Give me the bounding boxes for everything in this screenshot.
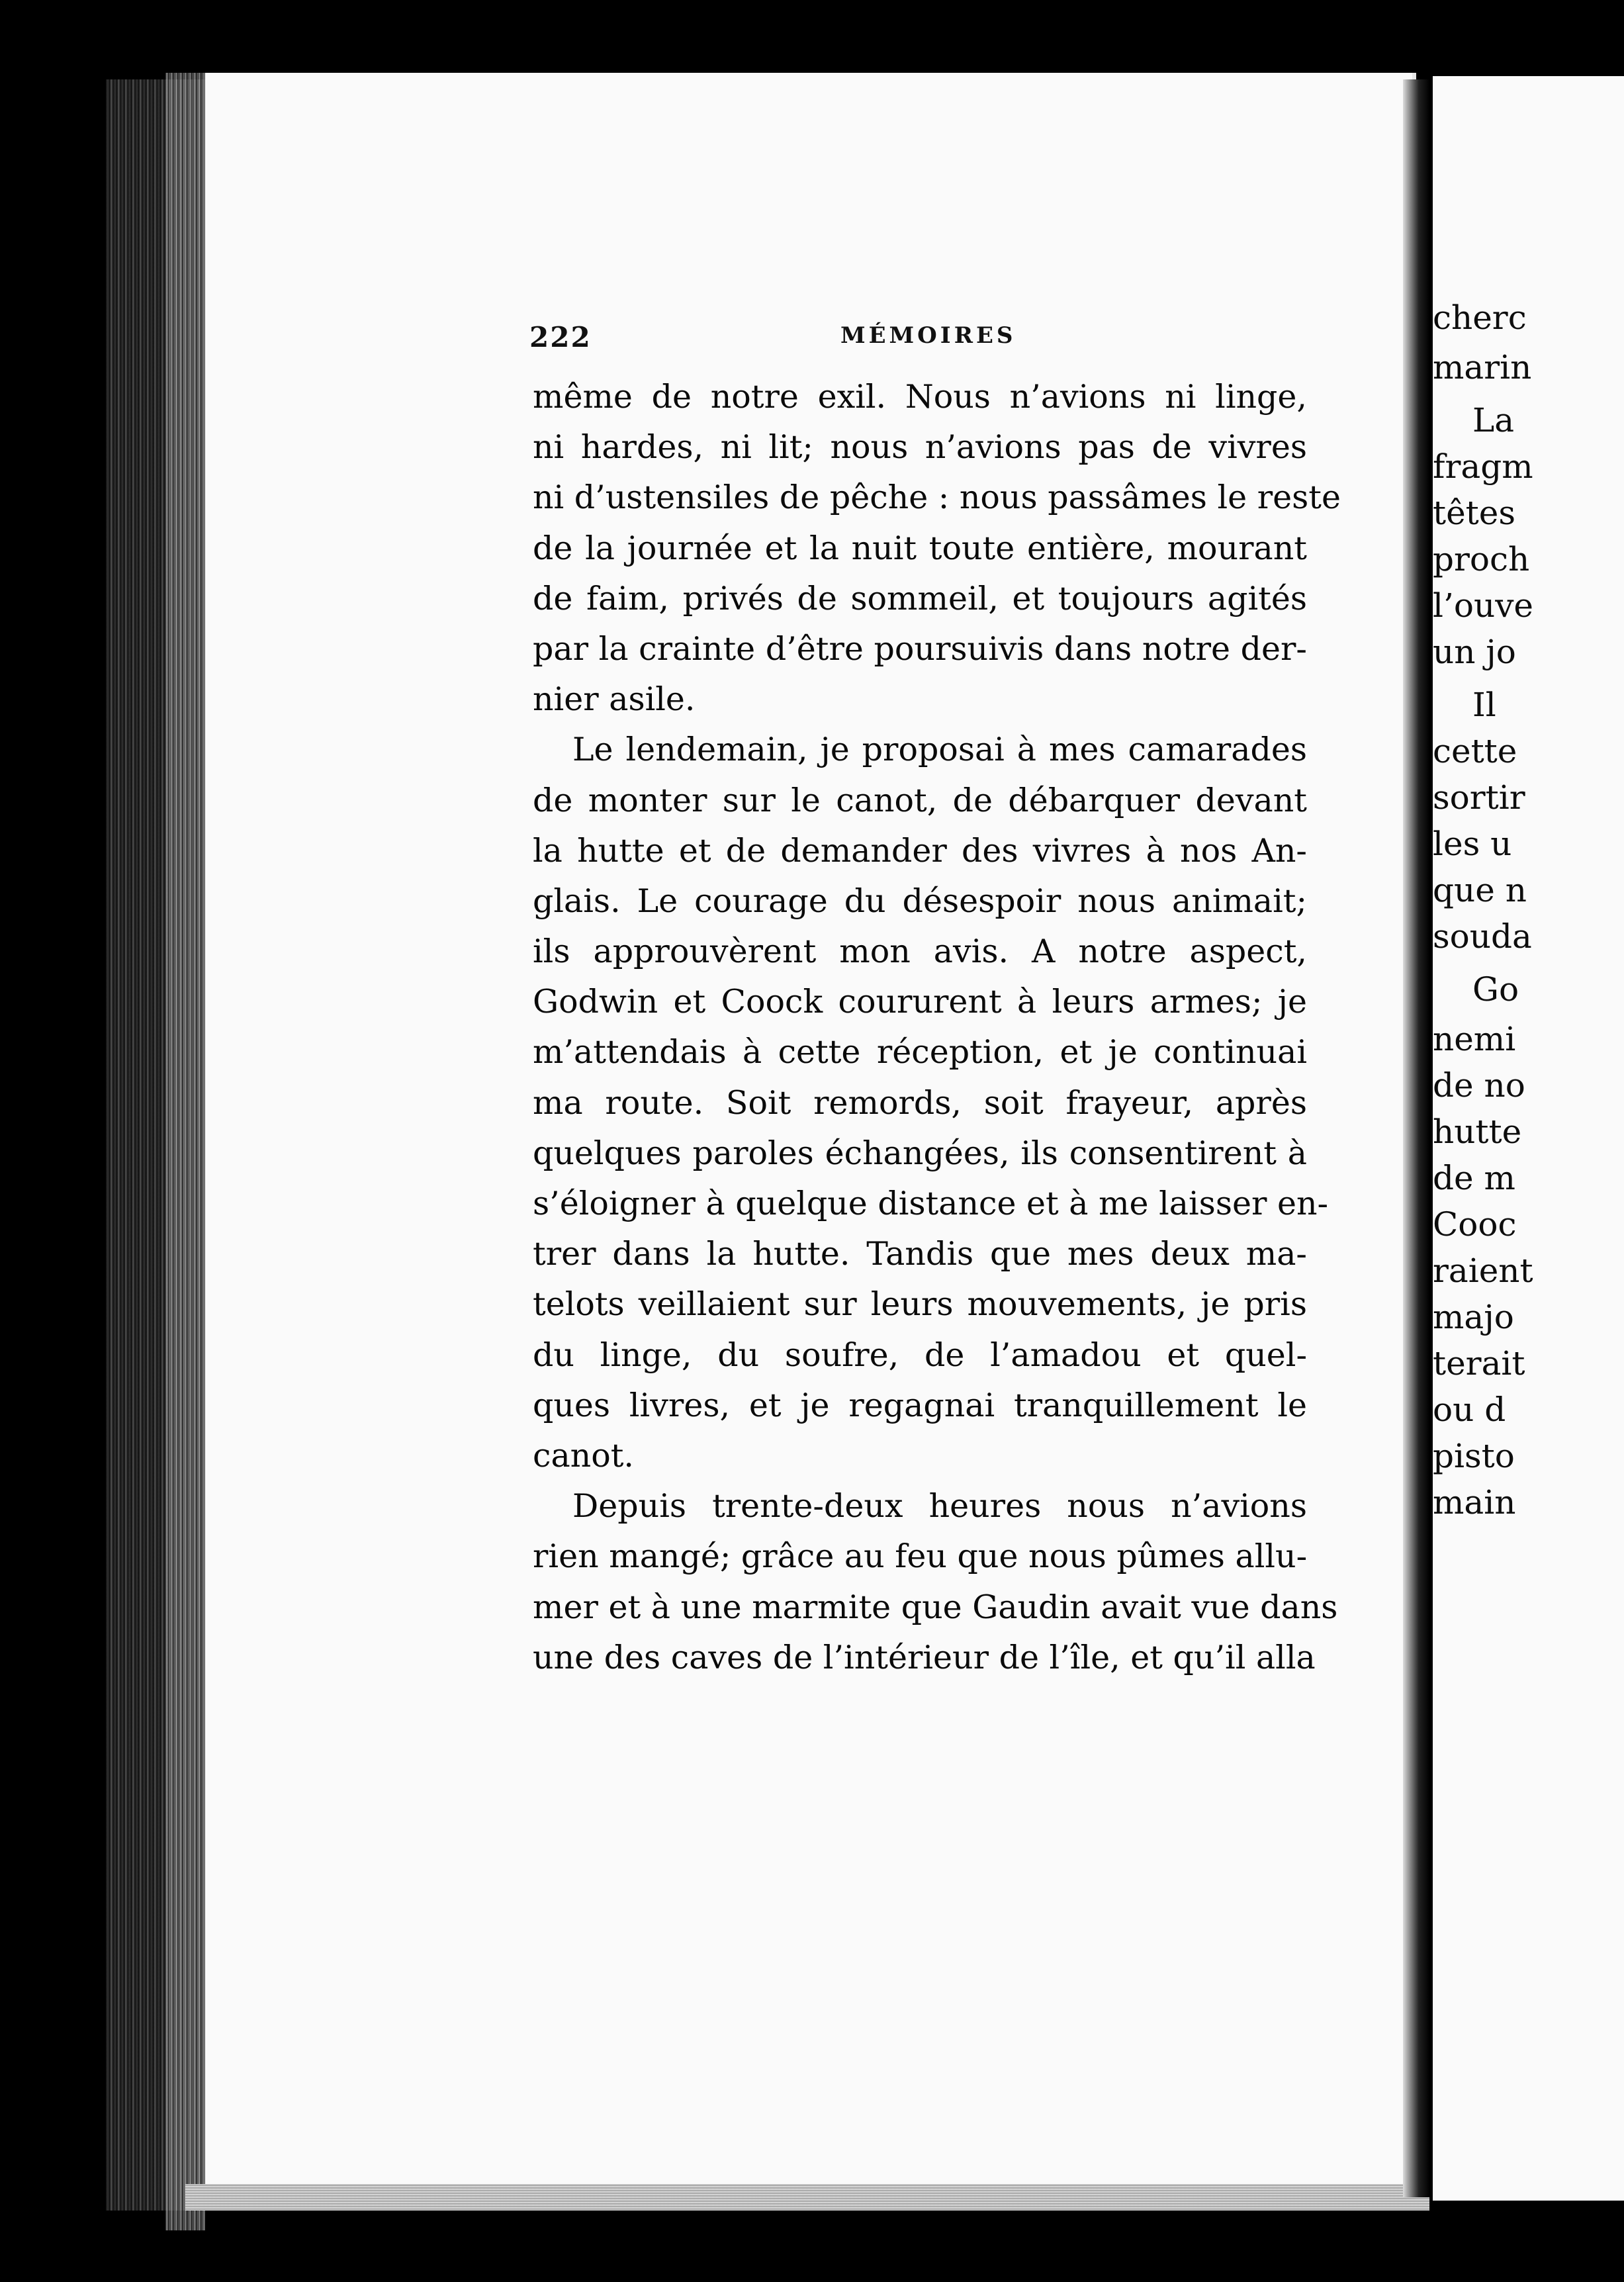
text-line: canot.: [533, 1436, 634, 1475]
text-line: ques livres, et je regagnai tranquillement le: [533, 1386, 1307, 1424]
body-text: [533, 372, 1341, 1683]
facing-page-line: un jo: [1433, 633, 1516, 671]
facing-page-line: raient: [1433, 1252, 1533, 1290]
book-gutter: [1403, 79, 1429, 2197]
facing-page-line: La: [1472, 401, 1515, 439]
text-line: ni d’ustensiles de pêche : nous passâmes le reste: [533, 479, 1341, 517]
book-page-edges-texture: [165, 73, 205, 2230]
text-line: par la crainte d’être poursuivis dans notre der-: [533, 629, 1307, 668]
facing-page-line: proch: [1433, 540, 1530, 578]
facing-page-line: Go: [1472, 970, 1519, 1009]
facing-page-line: Il: [1472, 686, 1496, 724]
facing-page-line: de no: [1433, 1066, 1525, 1105]
text-line: une des caves de l’intérieur de l’île, et qu’il alla: [533, 1638, 1316, 1676]
facing-page-line: têtes: [1433, 494, 1516, 532]
text-line: de la journée et la nuit toute entière, mourant: [533, 529, 1307, 567]
text-line: de faim, privés de sommeil, et toujours agités: [533, 579, 1307, 617]
text-line: Depuis trente-deux heures nous n’avions: [572, 1487, 1307, 1526]
facing-page-line: Cooc: [1433, 1205, 1517, 1244]
text-line: ma route. Soit remords, soit frayeur, après: [533, 1083, 1307, 1122]
facing-page-line: cherc: [1433, 298, 1527, 337]
running-head-title: MÉMOIRES: [840, 322, 1016, 349]
facing-page-line: main: [1433, 1483, 1516, 1522]
text-line: nier asile.: [533, 680, 696, 719]
facing-page-line: nemi: [1433, 1020, 1516, 1058]
facing-page-line: hutte: [1433, 1113, 1522, 1151]
text-line: glais. Le courage du désespoir nous animait;: [533, 882, 1307, 920]
facing-page-text: [1433, 76, 1624, 2201]
facing-page-line: marin: [1433, 348, 1532, 387]
text-line: de monter sur le canot, de débarquer devant: [533, 781, 1307, 819]
text-line: m’attendais à cette réception, et je continuai: [533, 1033, 1307, 1072]
facing-page-line: majo: [1433, 1298, 1514, 1336]
text-line: ils approuvèrent mon avis. A notre aspect,: [533, 933, 1307, 971]
facing-page: [1433, 76, 1624, 2201]
text-line: mer et à une marmite que Gaudin avait vue dans: [533, 1588, 1338, 1626]
facing-page-line: terait: [1433, 1344, 1525, 1383]
facing-page-line: de m: [1433, 1159, 1515, 1197]
text-line: du linge, du soufre, de l’amadou et quel-: [533, 1336, 1307, 1374]
text-line: Godwin et Coock coururent à leurs armes; je: [533, 983, 1307, 1021]
facing-page-line: que n: [1433, 871, 1527, 909]
facing-page-line: l’ouve: [1433, 586, 1534, 625]
facing-page-line: fragm: [1433, 447, 1533, 486]
text-line: quelques paroles échangées, ils consentirent à: [533, 1134, 1307, 1172]
page-number: 222: [529, 321, 592, 353]
facing-page-line: ou d: [1433, 1391, 1506, 1429]
facing-page-line: pisto: [1433, 1437, 1515, 1475]
facing-page-line: les u: [1433, 825, 1512, 863]
text-line: ni hardes, ni lit; nous n’avions pas de vivres: [533, 428, 1307, 467]
text-line: la hutte et de demander des vivres à nos An-: [533, 831, 1307, 870]
facing-page-line: souda: [1433, 917, 1532, 956]
running-head: [529, 321, 1304, 361]
page-bottom-edge: [185, 2184, 1429, 2211]
facing-page-line: cette: [1433, 732, 1517, 770]
facing-page-line: sortir: [1433, 778, 1525, 817]
text-line: trer dans la hutte. Tandis que mes deux ma-: [533, 1235, 1307, 1273]
text-line: telots veillaient sur leurs mouvements, je pris: [533, 1285, 1307, 1324]
text-line: Le lendemain, je proposai à mes camarades: [572, 731, 1307, 769]
text-line: même de notre exil. Nous n’avions ni linge,: [533, 378, 1307, 416]
text-line: s’éloigner à quelque distance et à me laisser en-: [533, 1185, 1329, 1222]
text-line: rien mangé; grâce au feu que nous pûmes allu-: [533, 1537, 1308, 1576]
